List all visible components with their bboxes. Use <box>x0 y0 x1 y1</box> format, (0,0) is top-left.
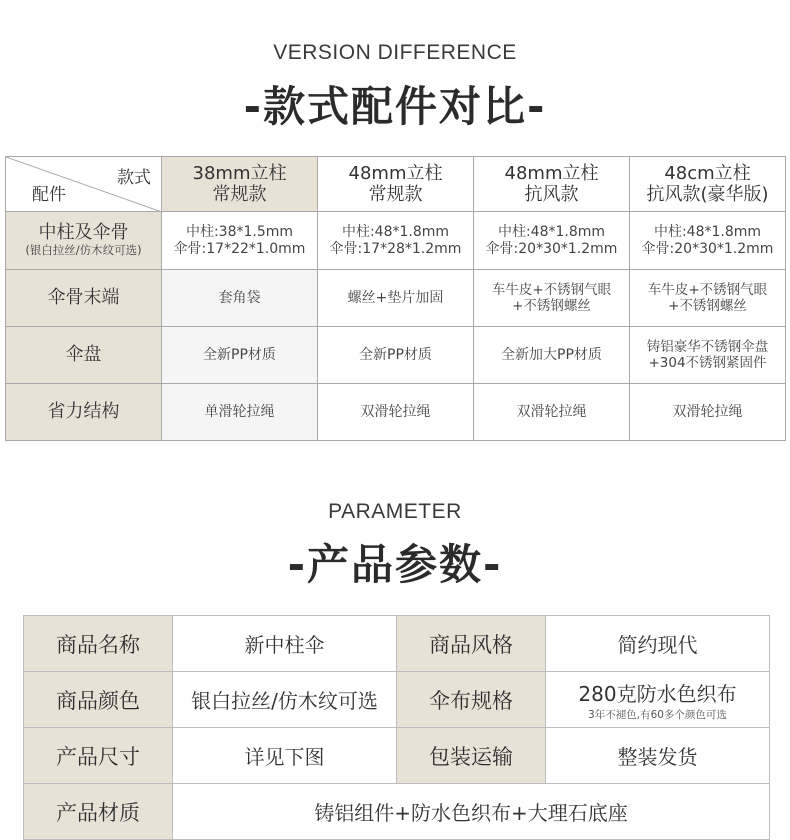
row-label-text: 伞骨末端 <box>47 287 120 308</box>
table-cell <box>162 327 318 384</box>
cell-line1: 套角袋 <box>218 289 261 306</box>
param-fabric-note: 3年不褪色,有60多个颜色可选 <box>588 708 727 721</box>
column-header-line2: 抗风款(豪华版) <box>646 184 769 205</box>
param-label-size: 产品尺寸 <box>24 728 173 784</box>
table-cell <box>318 384 474 441</box>
cell-line1: 中柱:48*1.8mm <box>341 223 450 240</box>
corner-parts-label: 配件 <box>32 185 66 205</box>
column-header-38mm-regular <box>162 157 318 212</box>
cell-line1: 双滑轮拉绳 <box>672 403 743 420</box>
row-label-umbrella-plate <box>6 327 162 384</box>
table-row <box>6 384 786 441</box>
version-en-title: VERSION DIFFERENCE <box>273 41 517 64</box>
param-label-packing: 包装运输 <box>397 728 546 784</box>
cell-line1: 中柱:38*1.5mm <box>185 223 294 240</box>
parameter-cn-heading <box>0 532 790 592</box>
table-row <box>6 270 786 327</box>
cell-line1: 全新PP材质 <box>203 346 276 363</box>
table-row <box>24 672 770 728</box>
parameter-heading <box>0 500 790 524</box>
column-header-48cm-deluxe <box>630 157 786 212</box>
table-cell <box>162 212 318 270</box>
column-header-line1: 48mm立柱 <box>348 163 443 184</box>
row-label-text: 中柱及伞骨 <box>38 222 129 243</box>
param-label-fabric: 伞布规格 <box>397 672 546 728</box>
param-value-color: 银白拉丝/仿木纹可选 <box>173 672 397 728</box>
table-cell <box>630 384 786 441</box>
param-value-name: 新中柱伞 <box>173 616 397 672</box>
parameter-table <box>23 615 770 840</box>
cell-line1: 螺丝+垫片加固 <box>347 289 444 306</box>
table-cell <box>162 270 318 327</box>
version-cn-title: -款式配件对比- <box>243 82 547 131</box>
column-header-line1: 48mm立柱 <box>504 163 599 184</box>
param-value-size: 详见下图 <box>173 728 397 784</box>
table-cell <box>630 327 786 384</box>
column-header-line2: 常规款 <box>368 184 423 205</box>
column-header-line1: 38mm立柱 <box>192 163 287 184</box>
param-value-fabric-cell <box>546 672 770 728</box>
cell-line1: 中柱:48*1.8mm <box>653 223 762 240</box>
cell-line2: 伞骨:17*22*1.0mm <box>173 240 306 257</box>
table-row <box>24 784 770 840</box>
cell-line2: 伞骨:20*30*1.2mm <box>641 240 774 257</box>
row-label-pole-ribs <box>6 212 162 270</box>
table-cell <box>318 270 474 327</box>
row-label-subtext: (银白拉丝/仿木纹可选) <box>25 243 142 257</box>
row-label-rib-ends <box>6 270 162 327</box>
table-row <box>6 212 786 270</box>
cell-line1: 车牛皮+不锈钢气眼 <box>491 282 612 298</box>
cell-line2: 伞骨:17*28*1.2mm <box>329 240 462 257</box>
parameter-en-title: PARAMETER <box>328 500 462 523</box>
corner-style-label: 款式 <box>117 168 151 188</box>
cell-line1: 单滑轮拉绳 <box>204 403 275 420</box>
cell-line1: 双滑轮拉绳 <box>516 403 587 420</box>
param-label-material: 产品材质 <box>24 784 173 840</box>
comparison-table <box>5 156 786 441</box>
table-cell <box>318 212 474 270</box>
param-label-name: 商品名称 <box>24 616 173 672</box>
cell-line1: 双滑轮拉绳 <box>360 403 431 420</box>
parameter-cn-title: -产品参数- <box>287 540 503 589</box>
column-header-48mm-windproof <box>474 157 630 212</box>
version-cn-heading <box>0 74 790 134</box>
table-cell <box>474 384 630 441</box>
param-label-style: 商品风格 <box>397 616 546 672</box>
cell-line1: 全新加大PP材质 <box>501 346 602 363</box>
table-cell <box>474 327 630 384</box>
table-cell <box>474 270 630 327</box>
table-row <box>24 728 770 784</box>
table-cell <box>318 327 474 384</box>
cell-line2: 伞骨:20*30*1.2mm <box>485 240 618 257</box>
cell-line2: +不锈钢螺丝 <box>668 298 747 314</box>
table-cell <box>474 212 630 270</box>
version-heading <box>0 41 790 65</box>
cell-line1: 铸铝豪华不锈钢伞盘 <box>646 339 769 355</box>
table-cell <box>630 270 786 327</box>
column-header-line2: 抗风款 <box>524 184 579 205</box>
corner-cell <box>6 157 162 212</box>
cell-line1: 全新PP材质 <box>359 346 432 363</box>
table-cell <box>630 212 786 270</box>
param-label-color: 商品颜色 <box>24 672 173 728</box>
row-label-effort-saving <box>6 384 162 441</box>
comparison-header-row <box>6 157 786 212</box>
table-cell <box>162 384 318 441</box>
param-value-fabric: 280克防水色织布 <box>578 681 737 706</box>
param-value-material: 铸铝组件+防水色织布+大理石底座 <box>173 784 770 840</box>
column-header-line1: 48cm立柱 <box>664 163 751 184</box>
cell-line2: +不锈钢螺丝 <box>512 298 591 314</box>
cell-line2: +304不锈钢紧固件 <box>648 355 767 371</box>
row-label-text: 省力结构 <box>47 401 120 422</box>
param-value-packing: 整装发货 <box>546 728 770 784</box>
row-label-text: 伞盘 <box>65 344 102 365</box>
column-header-line2: 常规款 <box>212 184 267 205</box>
column-header-48mm-regular <box>318 157 474 212</box>
cell-line1: 车牛皮+不锈钢气眼 <box>647 282 768 298</box>
param-value-style: 简约现代 <box>546 616 770 672</box>
cell-line1: 中柱:48*1.8mm <box>497 223 606 240</box>
table-row <box>24 616 770 672</box>
table-row <box>6 327 786 384</box>
